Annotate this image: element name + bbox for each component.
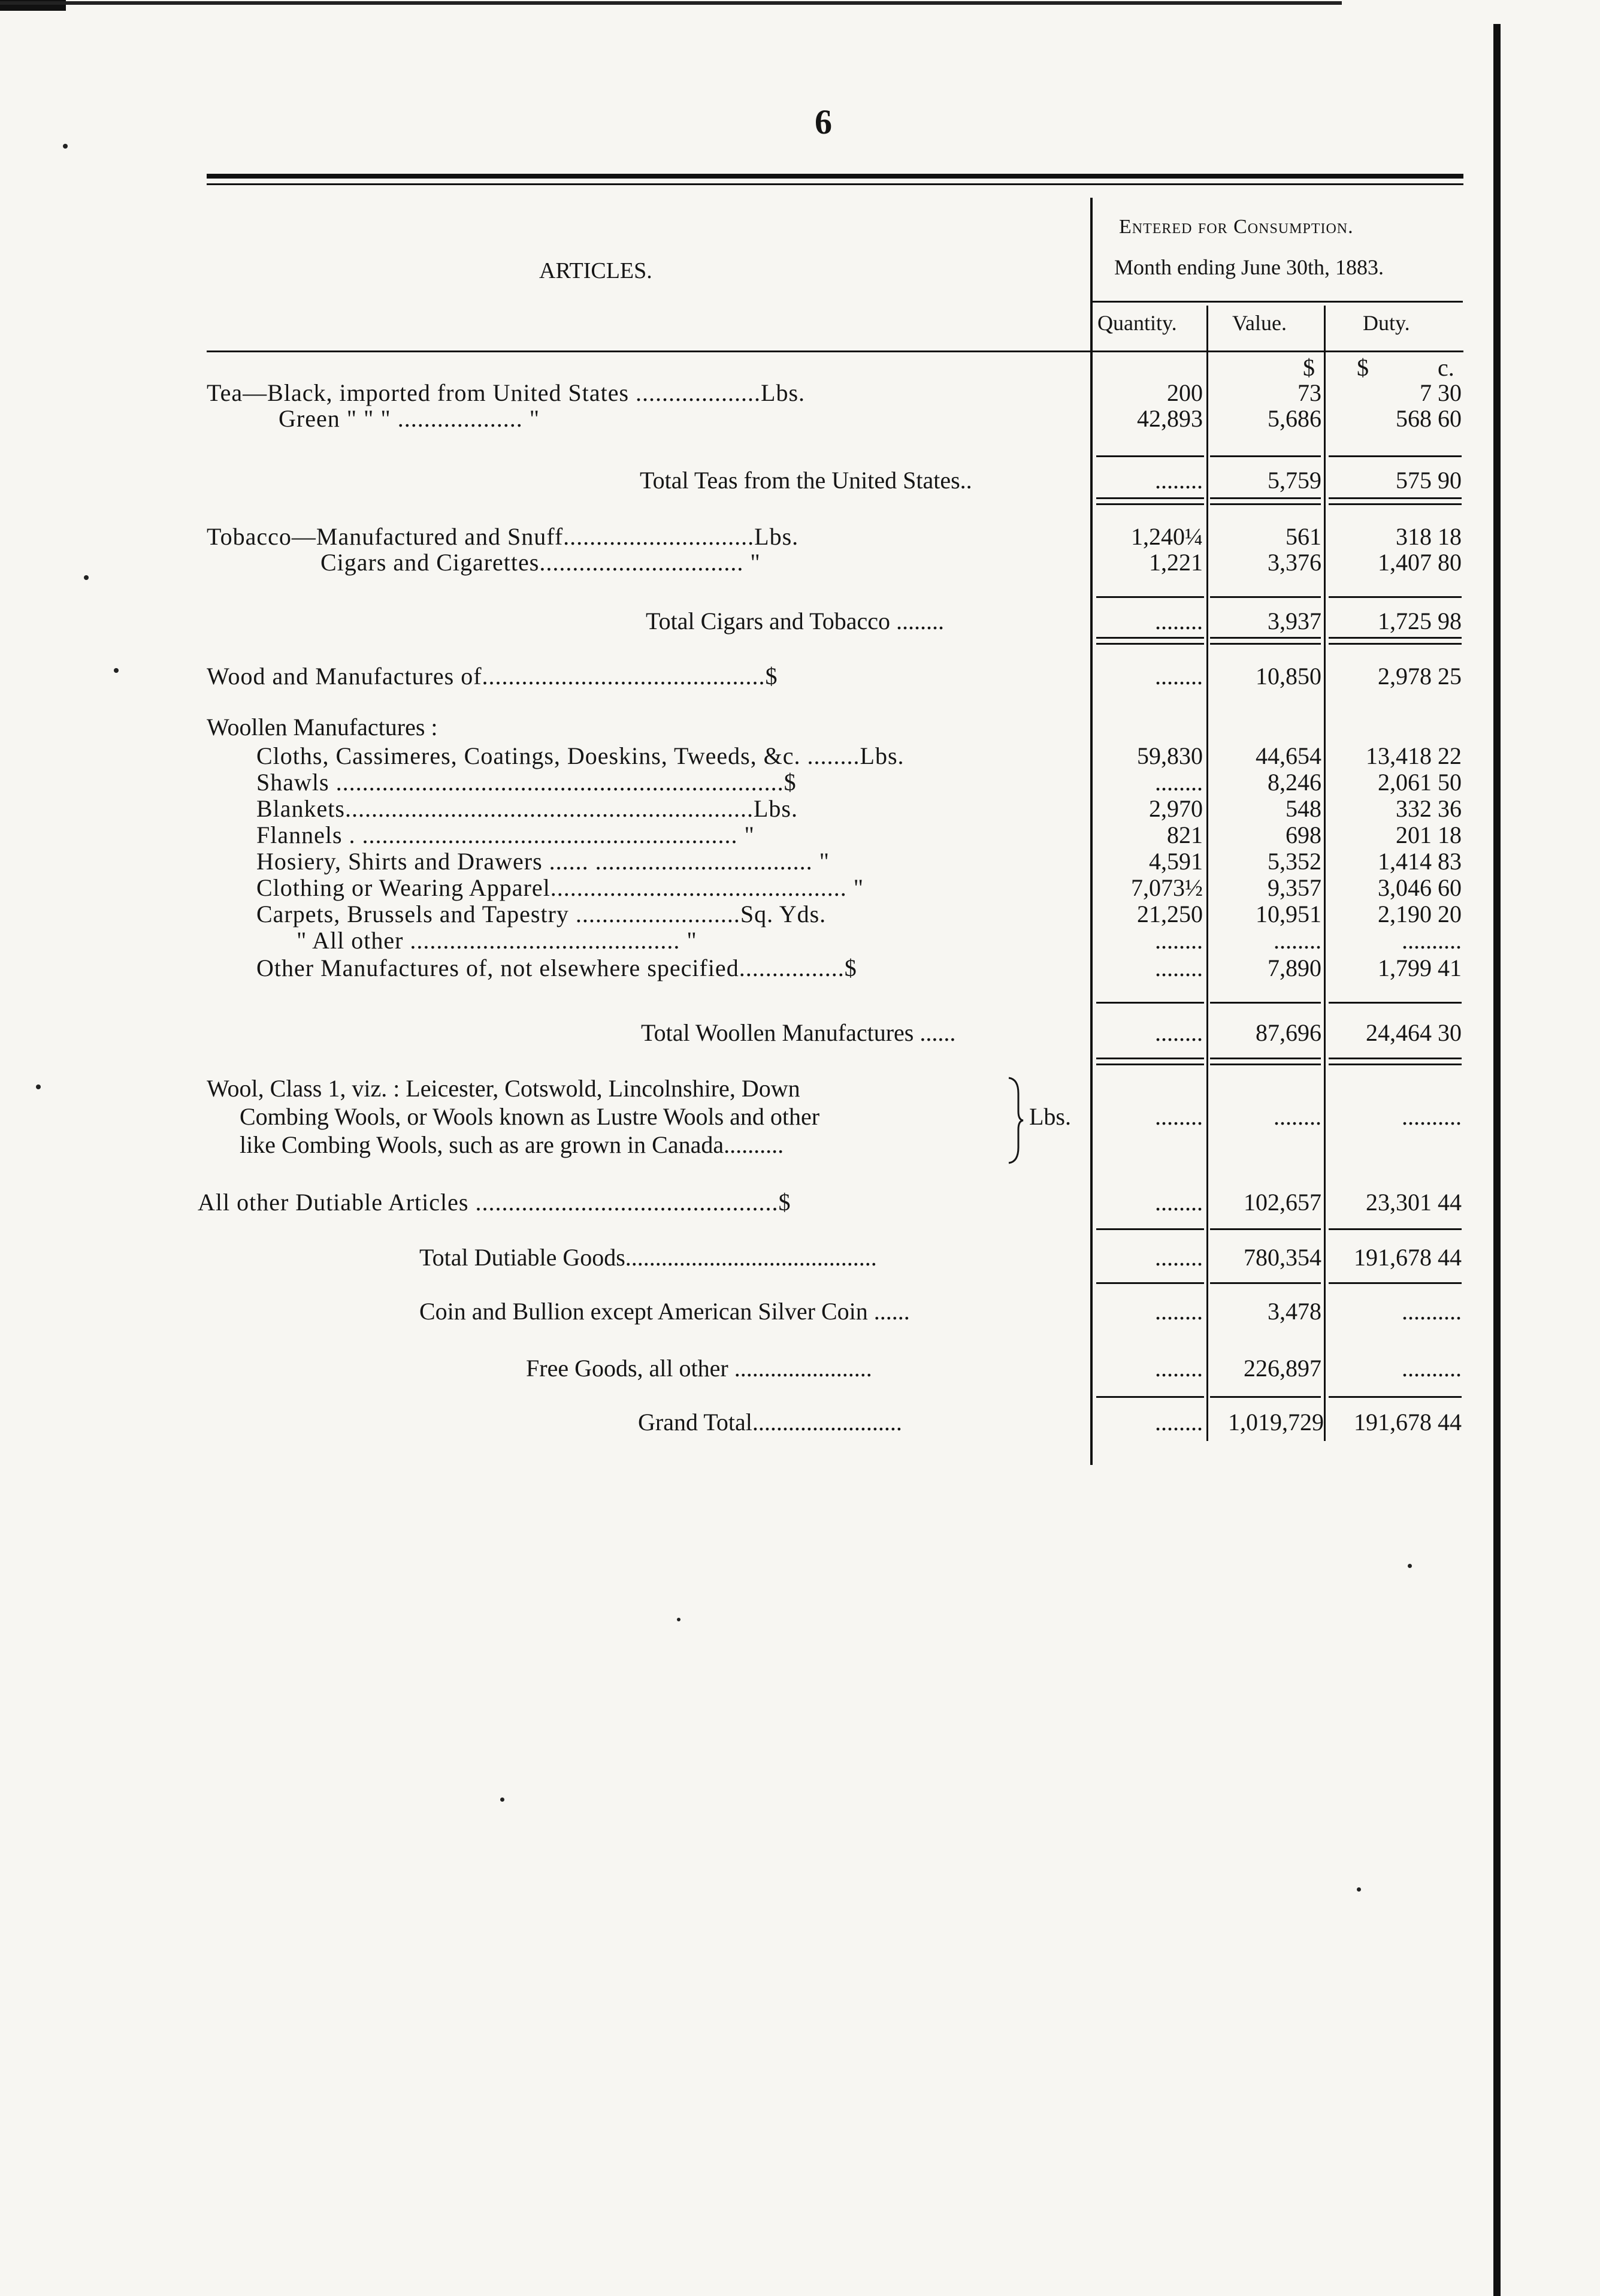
row-tea-green-label: Green " " " ................... "	[279, 405, 540, 432]
rule-grand-duty	[1329, 1396, 1462, 1398]
row-total-dutiable-value: 780,354	[1244, 1244, 1321, 1271]
row-cloths-qty: 59,830	[1137, 742, 1203, 769]
row-tobacco-label: Tobacco—Manufactured and Snuff.............................Lbs.	[207, 523, 799, 550]
row-total-woollen-qty: ........	[1155, 1019, 1203, 1046]
row-hosiery-duty: 1,414 83	[1378, 848, 1462, 875]
rule-grand-value	[1210, 1396, 1321, 1398]
scan-speck	[63, 144, 68, 149]
rule-dutiable-duty-b	[1329, 1282, 1462, 1284]
scan-speck	[1357, 1887, 1361, 1892]
rule-cigars-duty-b1	[1329, 637, 1462, 639]
row-flannels-value: 698	[1286, 821, 1321, 848]
row-total-woollen-value: 87,696	[1256, 1019, 1321, 1046]
row-tea-black-qty: 200	[1167, 379, 1203, 406]
rule-woollen-duty-b2	[1329, 1064, 1462, 1065]
duty-unit-cents: c.	[1438, 354, 1454, 381]
row-clothing-duty: 3,046 60	[1378, 874, 1462, 901]
rule-teas-duty	[1329, 455, 1462, 457]
scan-speck	[500, 1797, 504, 1802]
scan-speck	[677, 1618, 680, 1621]
row-free-goods-value: 226,897	[1244, 1355, 1321, 1382]
row-total-woollen-label: Total Woollen Manufactures ......	[641, 1019, 956, 1046]
row-carpets-other-label: " All other ......................................... "	[297, 927, 697, 954]
scan-speck	[114, 668, 119, 673]
row-coin-duty: ..........	[1402, 1298, 1462, 1325]
rule-teas-qty-b1	[1096, 497, 1204, 499]
rule-woollen-qty-b1	[1096, 1058, 1204, 1059]
duty-unit-dollars: $	[1357, 354, 1369, 381]
row-hosiery-value: 5,352	[1268, 848, 1321, 875]
row-wood-value: 10,850	[1256, 663, 1321, 690]
rule-dutiable-value-b	[1210, 1282, 1321, 1284]
entered-heading: Entered for Consumption.	[1119, 216, 1354, 238]
row-total-teas-label: Total Teas from the United States..	[640, 467, 972, 494]
row-total-teas-duty: 575 90	[1396, 467, 1462, 494]
row-grand-total-label: Grand Total.........................	[638, 1409, 902, 1436]
row-wool-unit: Lbs.	[1029, 1103, 1071, 1130]
row-clothing-value: 9,357	[1268, 874, 1321, 901]
header-rule-bottom	[207, 351, 1463, 352]
row-coin-value: 3,478	[1268, 1298, 1321, 1325]
row-flannels-label: Flannels . ......................................................... "	[256, 821, 755, 848]
top-rule-thick	[207, 174, 1463, 179]
row-tea-black-label: Tea—Black, imported from United States ...................Lbs.	[207, 379, 806, 406]
row-wool-line2: Combing Wools, or Wools known as Lustre Wools and other	[240, 1103, 820, 1130]
row-grand-total-duty: 191,678 44	[1354, 1409, 1462, 1436]
row-cigars-label: Cigars and Cigarettes............................... "	[320, 549, 761, 576]
row-wool-value: ........	[1274, 1103, 1321, 1130]
row-total-teas-qty: ........	[1155, 467, 1203, 494]
row-clothing-qty: 7,073½	[1131, 874, 1203, 901]
row-tobacco-qty: 1,240¼	[1131, 523, 1203, 550]
rule-teas-qty-b2	[1096, 503, 1204, 505]
row-other-manuf-qty: ........	[1155, 954, 1203, 981]
rule-teas-value	[1210, 455, 1321, 457]
row-all-other-qty: ........	[1155, 1189, 1203, 1216]
header-rule-sub	[1091, 301, 1463, 303]
rule-dutiable-qty	[1096, 1228, 1204, 1230]
row-carpets-duty: 2,190 20	[1378, 901, 1462, 928]
row-blankets-qty: 2,970	[1149, 795, 1203, 822]
articles-heading: ARTICLES.	[539, 258, 652, 283]
row-cigars-value: 3,376	[1268, 549, 1321, 576]
row-carpets-other-value: ........	[1274, 927, 1321, 954]
row-total-dutiable-qty: ........	[1155, 1244, 1203, 1271]
row-hosiery-label: Hosiery, Shirts and Drawers ...... ................................. "	[256, 848, 830, 875]
rule-woollen-qty-b2	[1096, 1064, 1204, 1065]
row-total-cigars-duty: 1,725 98	[1378, 608, 1462, 635]
rule-cigars-value-b2	[1210, 643, 1321, 645]
row-shawls-qty: ........	[1155, 769, 1203, 796]
month-heading: Month ending June 30th, 1883.	[1114, 255, 1384, 279]
rule-teas-duty-b1	[1329, 497, 1462, 499]
row-wood-qty: ........	[1155, 663, 1203, 690]
row-clothing-label: Clothing or Wearing Apparel............................................. "	[256, 874, 864, 901]
scan-top-rule	[0, 1, 1342, 5]
row-cloths-duty: 13,418 22	[1366, 742, 1462, 769]
row-carpets-other-qty: ........	[1155, 927, 1203, 954]
row-cloths-value: 44,654	[1256, 742, 1321, 769]
row-grand-total-qty: ........	[1155, 1409, 1203, 1436]
rule-cigars-duty	[1329, 596, 1462, 598]
rule-cigars-qty-b2	[1096, 643, 1204, 645]
rule-teas-value-b2	[1210, 503, 1321, 505]
row-total-cigars-value: 3,937	[1268, 608, 1321, 635]
row-other-manuf-value: 7,890	[1268, 954, 1321, 981]
page-number: 6	[815, 102, 832, 141]
row-carpets-value: 10,951	[1256, 901, 1321, 928]
row-flannels-qty: 821	[1167, 821, 1203, 848]
rule-teas-value-b1	[1210, 497, 1321, 499]
row-tobacco-value: 561	[1286, 523, 1321, 550]
row-all-other-value: 102,657	[1244, 1189, 1321, 1216]
rule-teas-duty-b2	[1329, 503, 1462, 505]
rule-dutiable-value	[1210, 1228, 1321, 1230]
row-cigars-qty: 1,221	[1149, 549, 1203, 576]
row-total-dutiable-duty: 191,678 44	[1354, 1244, 1462, 1271]
rule-woollen-value-b2	[1210, 1064, 1321, 1065]
rule-cigars-duty-b2	[1329, 643, 1462, 645]
rule-woollen-value-b1	[1210, 1058, 1321, 1059]
row-total-teas-value: 5,759	[1268, 467, 1321, 494]
row-all-other-duty: 23,301 44	[1366, 1189, 1462, 1216]
row-wool-line1: Wool, Class 1, viz. : Leicester, Cotswold, Lincolnshire, Down	[207, 1075, 800, 1102]
wool-brace	[1006, 1076, 1024, 1165]
row-blankets-value: 548	[1286, 795, 1321, 822]
scan-binding-edge	[1493, 24, 1501, 2296]
row-wool-line3: like Combing Wools, such as are grown in Canada..........	[240, 1131, 784, 1158]
row-flannels-duty: 201 18	[1396, 821, 1462, 848]
row-wool-duty: ..........	[1402, 1103, 1462, 1130]
top-rule-thin	[207, 183, 1463, 185]
rule-dutiable-duty	[1329, 1228, 1462, 1230]
row-shawls-duty: 2,061 50	[1378, 769, 1462, 796]
woollen-heading: Woollen Manufactures :	[207, 714, 438, 741]
rule-cigars-qty	[1096, 596, 1204, 598]
row-tobacco-duty: 318 18	[1396, 523, 1462, 550]
rule-grand-qty	[1096, 1396, 1204, 1398]
rule-woollen-duty	[1329, 1002, 1462, 1004]
row-free-goods-duty: ..........	[1402, 1355, 1462, 1382]
rule-dutiable-qty-b	[1096, 1282, 1204, 1284]
row-total-dutiable-label: Total Dutiable Goods..........................................	[419, 1244, 877, 1271]
scan-speck	[1408, 1564, 1412, 1568]
row-wood-duty: 2,978 25	[1378, 663, 1462, 690]
row-free-goods-label: Free Goods, all other .......................	[526, 1355, 872, 1382]
row-total-woollen-duty: 24,464 30	[1366, 1019, 1462, 1046]
row-coin-label: Coin and Bullion except American Silver Coin ......	[419, 1298, 910, 1325]
row-shawls-label: Shawls ....................................................................$	[256, 769, 797, 796]
row-all-other-label: All other Dutiable Articles ..............................................$	[198, 1189, 791, 1216]
rule-woollen-value	[1210, 1002, 1321, 1004]
scan-speck	[84, 575, 89, 580]
row-tea-green-value: 5,686	[1268, 405, 1321, 432]
value-unit: $	[1303, 354, 1315, 381]
rule-teas-qty	[1096, 455, 1204, 457]
row-coin-qty: ........	[1155, 1298, 1203, 1325]
row-tea-green-qty: 42,893	[1137, 405, 1203, 432]
rule-woollen-qty	[1096, 1002, 1204, 1004]
row-carpets-label: Carpets, Brussels and Tapestry .........................Sq. Yds.	[256, 901, 827, 928]
row-grand-total-value: 1,019,729	[1228, 1409, 1324, 1436]
rule-cigars-value	[1210, 596, 1321, 598]
row-total-cigars-qty: ........	[1155, 608, 1203, 635]
row-free-goods-qty: ........	[1155, 1355, 1203, 1382]
row-carpets-other-duty: ..........	[1402, 927, 1462, 954]
row-blankets-label: Blankets..............................................................Lbs.	[256, 795, 798, 822]
row-tea-green-duty: 568 60	[1396, 405, 1462, 432]
row-shawls-value: 8,246	[1268, 769, 1321, 796]
rule-woollen-duty-b1	[1329, 1058, 1462, 1059]
scan-speck	[36, 1084, 41, 1089]
row-hosiery-qty: 4,591	[1149, 848, 1203, 875]
rule-cigars-qty-b1	[1096, 637, 1204, 639]
col-value-header: Value.	[1232, 311, 1287, 335]
col-quantity-header: Quantity.	[1097, 311, 1177, 335]
rule-cigars-value-b1	[1210, 637, 1321, 639]
row-blankets-duty: 332 36	[1396, 795, 1462, 822]
row-total-cigars-label: Total Cigars and Tobacco ........	[646, 608, 944, 635]
row-wool-qty: ........	[1155, 1103, 1203, 1130]
row-other-manuf-label: Other Manufactures of, not elsewhere specified................$	[256, 954, 857, 981]
row-cigars-duty: 1,407 80	[1378, 549, 1462, 576]
row-cloths-label: Cloths, Cassimeres, Coatings, Doeskins, Tweeds, &c. ........Lbs.	[256, 742, 905, 769]
col-duty-header: Duty.	[1363, 311, 1410, 335]
row-tea-black-duty: 7 30	[1420, 379, 1462, 406]
row-wood-label: Wood and Manufactures of...........................................$	[207, 663, 778, 690]
row-tea-black-value: 73	[1297, 379, 1321, 406]
row-other-manuf-duty: 1,799 41	[1378, 954, 1462, 981]
row-carpets-qty: 21,250	[1137, 901, 1203, 928]
